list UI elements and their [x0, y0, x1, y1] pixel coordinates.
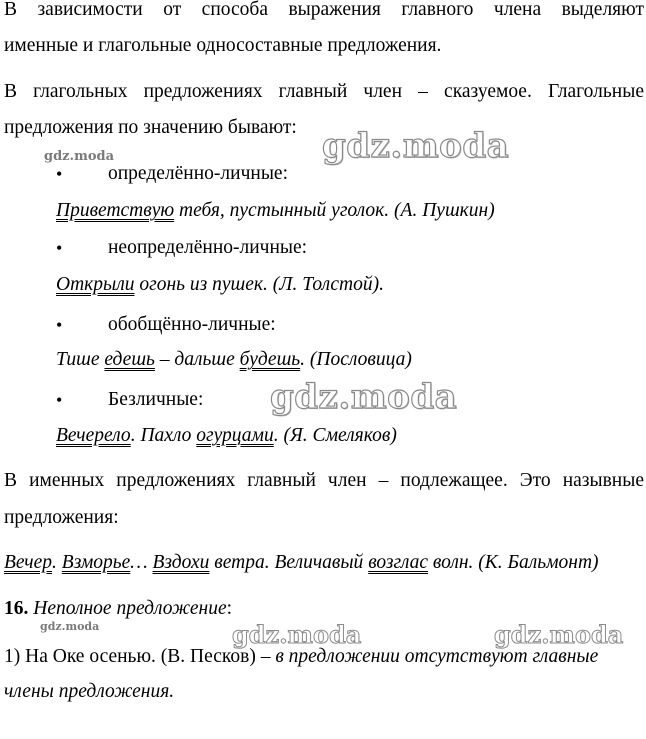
example-indefinite [56, 273, 384, 297]
watermark-small: gdz.moda [40, 620, 100, 633]
watermark-logo: gdz.moda [494, 620, 624, 649]
subject-word: Взморье [61, 552, 131, 573]
bullet-icon: • [56, 238, 63, 258]
example-text: . [52, 552, 62, 573]
nominal-intro-line-2: предложения: [4, 507, 119, 528]
section-number: 16. [4, 598, 29, 619]
example-text: … [130, 552, 153, 573]
object-word: огурцами [196, 425, 274, 446]
example-text: тебя, пустынный уголок. (А. Пушкин) [174, 200, 495, 221]
bullet-icon: • [56, 390, 63, 410]
example-comment: в предложении отсутствуют главные [275, 646, 599, 667]
item-label-indefinite: неопределённо-личные: [108, 237, 308, 258]
item-label-definite: определённо-личные: [108, 163, 288, 184]
example-definite [56, 199, 495, 223]
nominal-intro-line-1: В именных предложениях главный член – подлежащее. Это назывные [4, 470, 644, 491]
example-text: Тише [56, 349, 105, 370]
example-text: . Пахло [130, 425, 197, 446]
watermark-logo: gdz.moda [232, 620, 362, 649]
predicate-word: будешь [239, 349, 301, 370]
subject-word: Вздохи [152, 552, 210, 573]
example-text: . (Я. Смеляков) [273, 425, 397, 446]
bullet-icon: • [56, 315, 63, 335]
example-nominative [4, 551, 599, 575]
intro-line-2: именные и глагольные односоставные предложения. [4, 35, 442, 56]
example-text: – дальше [154, 349, 240, 370]
subject-word: возглас [368, 552, 428, 573]
bullet-icon: • [56, 164, 63, 184]
item-label-generalized: обобщённо-личные: [108, 314, 276, 335]
verbal-intro-line-1: В глагольных предложениях главный член – сказуемое. Глагольные [4, 81, 644, 102]
verbal-intro-line-2: предложения по значению бывают: [4, 117, 297, 138]
example-text: волн. (К. Бальмонт) [428, 552, 599, 573]
subject-word: Вечер [4, 552, 53, 573]
example-text: . (Пословица) [300, 349, 412, 370]
example-generalized [56, 348, 412, 372]
predicate-word: Открыли [56, 274, 135, 295]
section-colon: : [226, 598, 233, 619]
section-16-heading [4, 597, 232, 621]
example-text: огонь из пушек. (Л. Толстой). [134, 274, 384, 295]
watermark-small: gdz.moda [44, 149, 115, 164]
example-text: 1) На Оке осенью. (В. Песков) – [4, 646, 276, 667]
predicate-word: едешь [104, 349, 155, 370]
incomplete-example-line-2: члены предложения. [4, 681, 175, 702]
example-impersonal [56, 424, 397, 448]
predicate-word: Вечерело [56, 425, 131, 446]
item-label-impersonal: Безличные: [108, 389, 204, 410]
watermark-logo: gdz.moda [270, 377, 458, 417]
intro-line-1: В зависимости от способа выражения главного члена выделяют [4, 0, 644, 20]
watermark-logo: gdz.moda [322, 126, 510, 166]
example-text: ветра. Величавый [209, 552, 369, 573]
predicate-word: Приветствую [56, 200, 175, 221]
section-title: Неполное предложение [33, 598, 227, 619]
